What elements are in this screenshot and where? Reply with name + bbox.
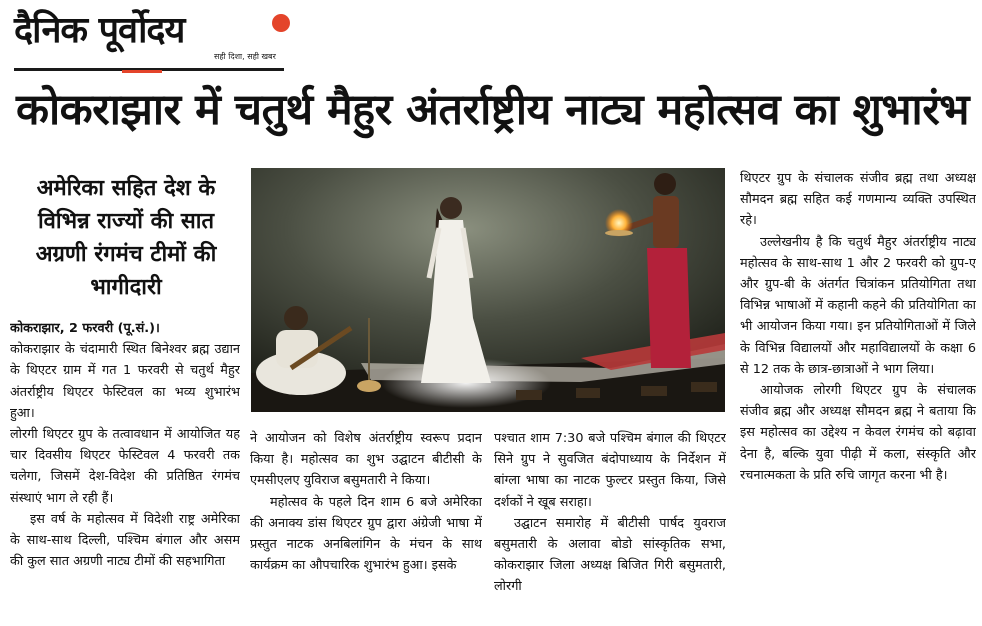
- newspaper-tagline: सही दिशा, सही खबर: [214, 52, 276, 61]
- col1-paragraph-3: इस वर्ष के महोत्सव में विदेशी राष्ट्र अमेरिका के साथ-साथ दिल्ली, पश्चिम बंगाल और असम की कुल सात अग्रणी नाट्य टीमों की सहभागिता: [10, 511, 240, 570]
- article-headline: कोकराझार में चतुर्थ मैहुर अंतर्राष्ट्रीय नाट्य महोत्सव का शुभारंभ: [16, 85, 970, 135]
- col4-paragraph-1: थिएटर ग्रुप के संचालक संजीव ब्रह्म तथा अध्यक्ष सौमदन ब्रह्म सहित कई गणमान्य व्यक्ति उपस्थित रहे।: [740, 171, 976, 229]
- stage-performance-photo: [251, 168, 725, 412]
- article-dateline: कोकराझार, 2 फरवरी (पू.सं.)।: [10, 321, 160, 336]
- col3-paragraph-1: पश्चात शाम 7:30 बजे पश्चिम बंगाल की थिएटर सिने ग्रुप ने सुवजित बंदोपाध्याय के निर्देशन में बांग्ला भाषा का नाटक फुल्टर प्रस्तुत किया, जिसे दर्शकों ने खूब सराहा।: [494, 431, 726, 510]
- newspaper-logo-title: दैनिक पूर्वोदय: [14, 10, 185, 51]
- col2-paragraph-2: महोत्सव के पहले दिन शाम 6 बजे अमेरिका की अनाक्य डांस थिएटर ग्रुप द्वारा अंग्रेजी भाषा में प्रस्तुत नाटक अनबिलांगिन के मंचन के साथ कार्यक्रम का औपचारिक शुभारंभ हुआ। इसके: [250, 494, 482, 574]
- col1-paragraph-2: लोरगी थिएटर ग्रुप के तत्वावधान में आयोजित यह चार दिवसीय थिएटर फेस्टिवल 4 फरवरी तक चलेगा, जिसमें देश-विदेश की प्रतिष्ठित रंगमंच संस्थाएं भाग ले रही हैं।: [10, 427, 240, 506]
- article-column-4: [740, 168, 976, 626]
- col4-paragraph-3: आयोजक लोरगी थिएटर ग्रुप के संचालक संजीव ब्रह्म और अध्यक्ष सौमदन ब्रह्म ने बताया कि इस महोत्सव का उद्देश्य न केवल रंगमंच को बढ़ावा देना है, बल्कि युवा पीढ़ी में कला, संस्कृति और रचनात्मकता के प्रति रुचि जागृत करना भी है।: [740, 383, 976, 483]
- article-column-2: [250, 428, 482, 626]
- logo-dot-icon: [272, 14, 290, 32]
- col1-paragraph-1: कोकराझार के चंदामारी स्थित बिनेश्वर ब्रह्म उद्यान के थिएटर ग्राम में गत 1 फरवरी से चतुर्थ मैहुर अंतर्राष्ट्रीय थिएटर फेस्टिवल का भव्य शुभारंभ हुआ।: [10, 342, 240, 421]
- masthead-accent-line: [122, 70, 162, 73]
- masthead: [14, 4, 284, 74]
- article-subheadline: अमेरिका सहित देश के विभिन्न राज्यों की सात अग्रणी रंगमंच टीमों की भागीदारी: [35, 176, 217, 300]
- col3-paragraph-2: उद्घाटन समारोह में बीटीसी पार्षद युवराज बसुमतारी के अलावा बोडो सांस्कृतिक सभा, कोकराझार जिला अध्यक्ष बिजित गिरी बसुमतारी, लोरगी: [494, 515, 726, 595]
- col2-paragraph-1: ने आयोजन को विशेष अंतर्राष्ट्रीय स्वरूप प्रदान किया है। महोत्सव का शुभ उद्घाटन बीटीसी के एमसीएलए युविराज बसुमतारी ने किया।: [250, 431, 482, 489]
- article-column-3: [494, 428, 726, 626]
- article-column-1: [10, 318, 240, 626]
- col4-paragraph-2: उल्लेखनीय है कि चतुर्थ मैहुर अंतर्राष्ट्रीय नाट्य महोत्सव के साथ-साथ 1 और 2 फरवरी को ग्रुप-ए और ग्रुप-बी के अंतर्गत चित्रांकन प्रतियोगिता तथा विभिन्न भाषाओं में कहानी कहने की प्रतियोगिता का भी आयोजन किया गया। इन प्रतियोगिताओं में जिले के विभिन्न विद्यालयों और महाविद्यालयों के कक्षा 6 से 12 तक के छात्र-छात्राओं ने भाग लिया।: [740, 234, 976, 377]
